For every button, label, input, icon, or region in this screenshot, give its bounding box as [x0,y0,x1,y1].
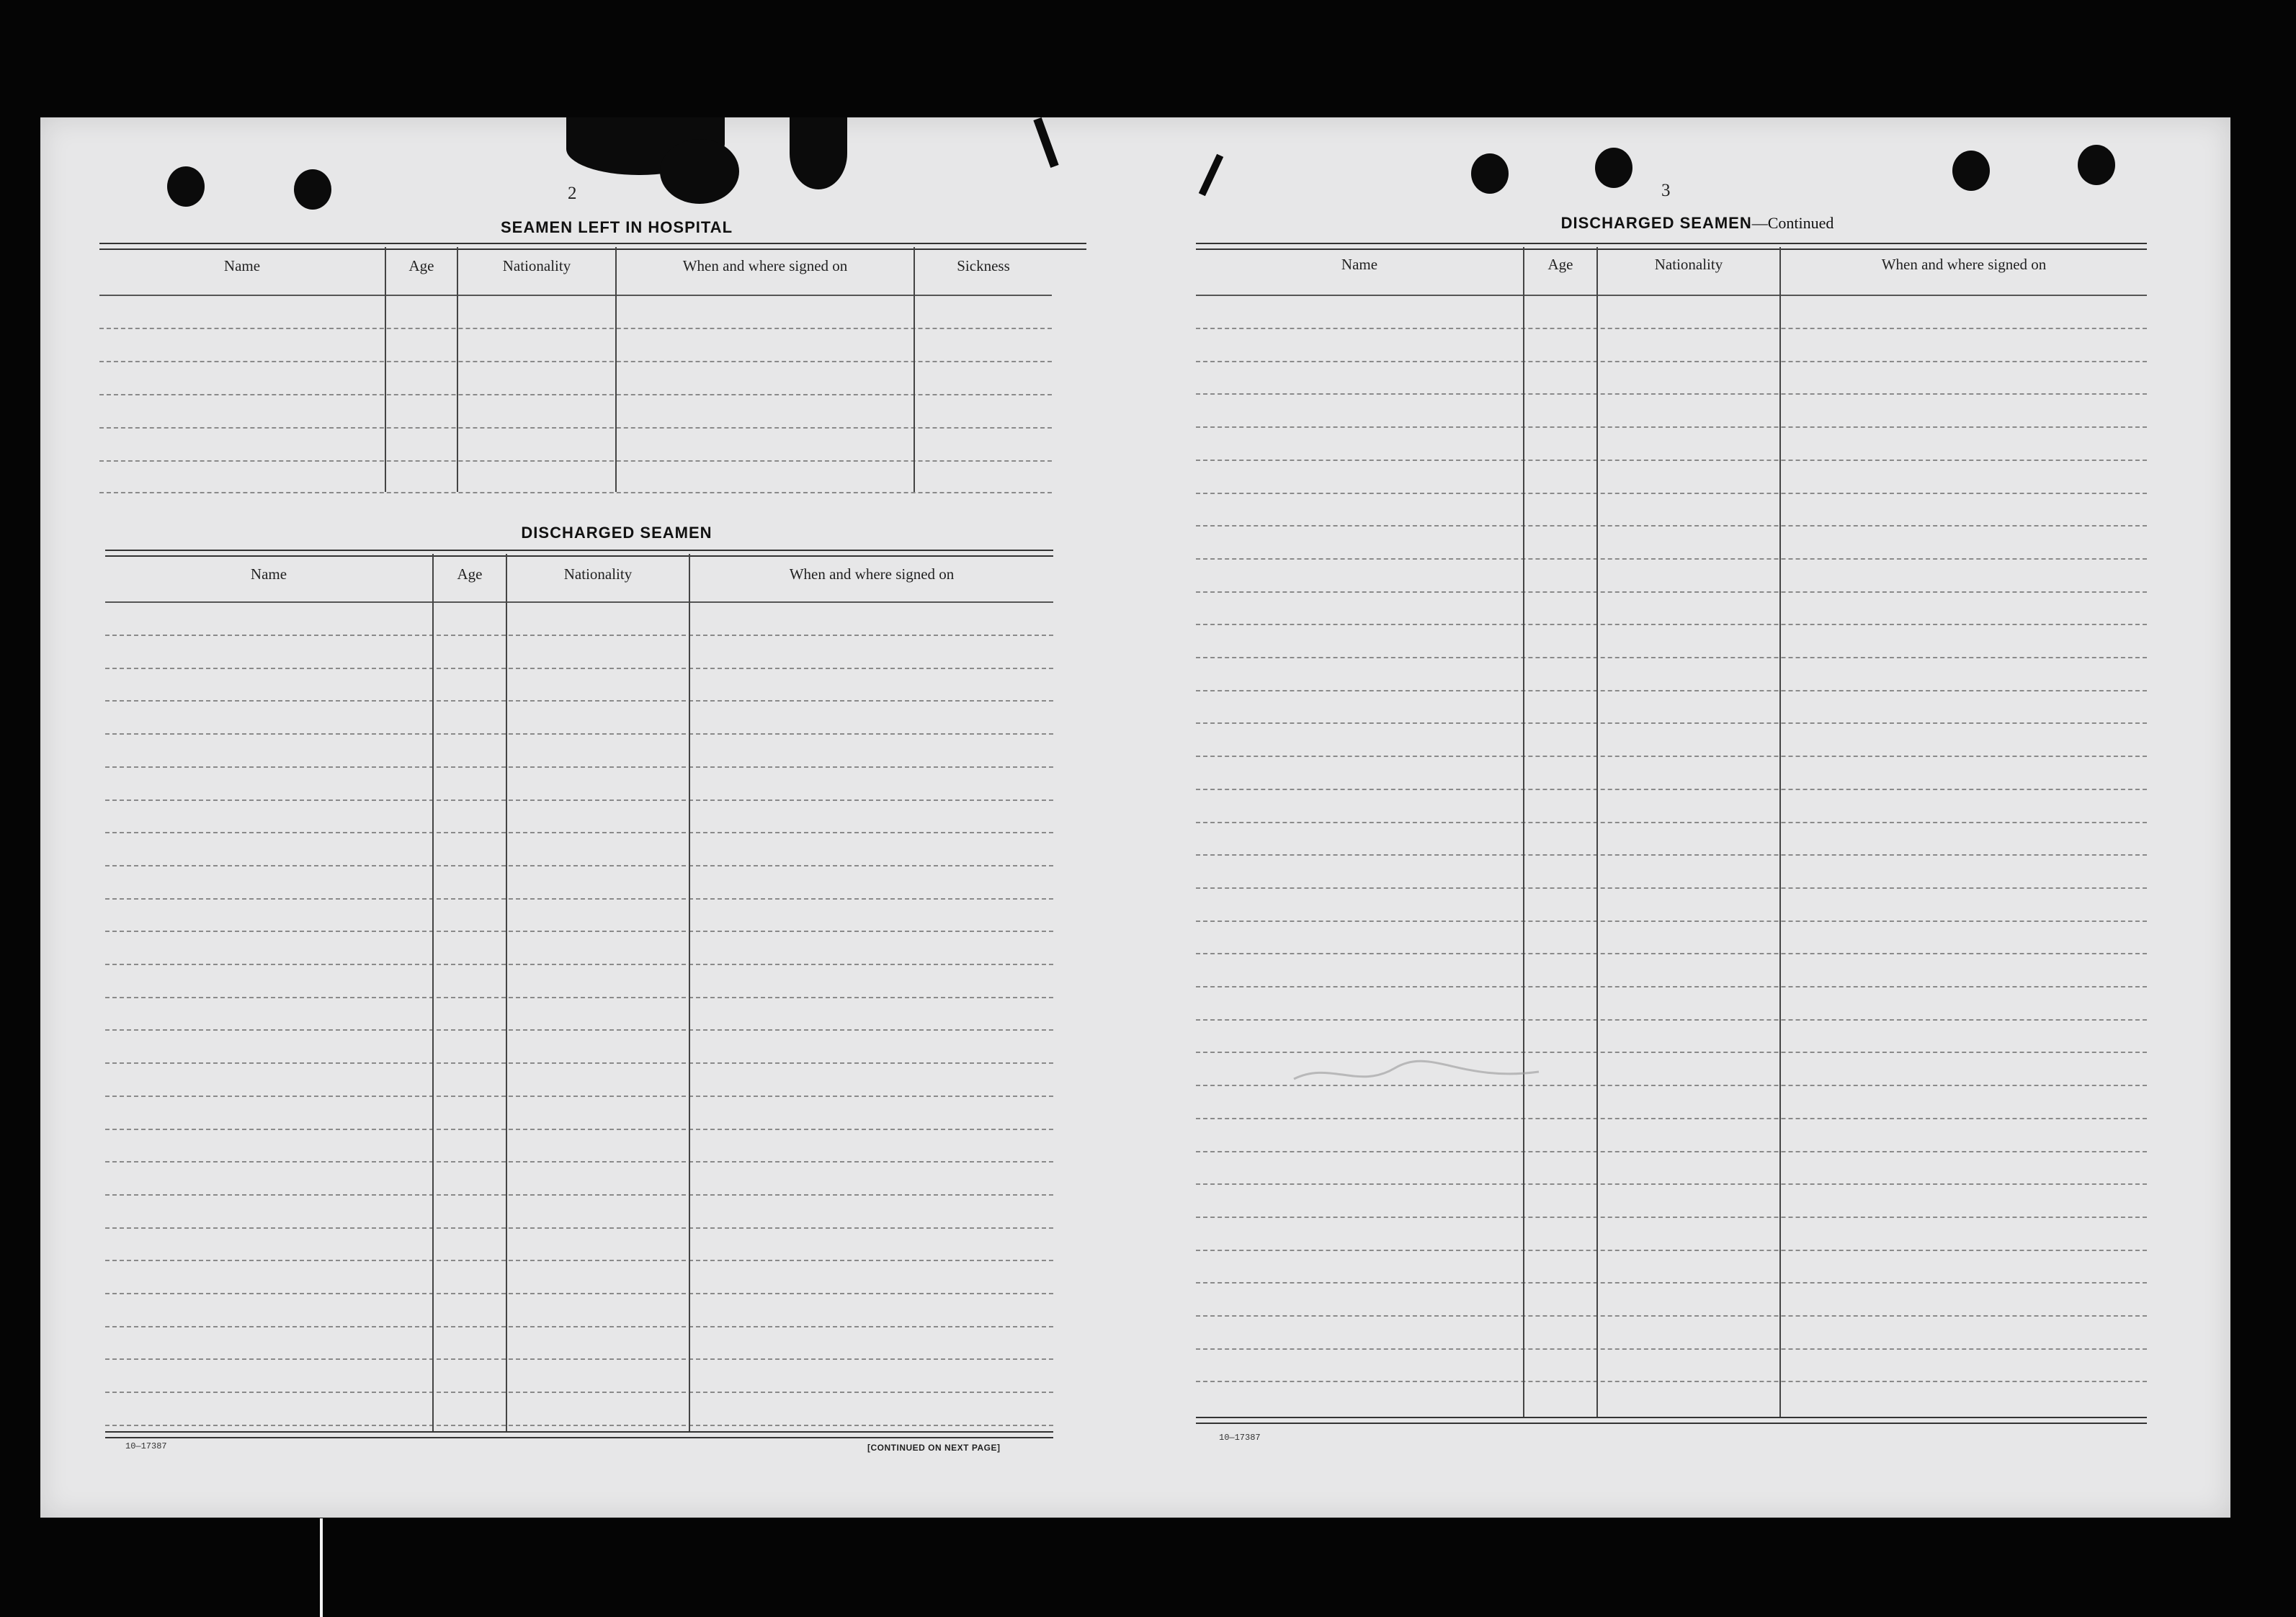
row-line [105,1227,1053,1229]
table-bottom-rule [1196,1417,2147,1424]
row-line [105,1326,1053,1327]
table-top-rule [105,550,1053,557]
row-line [1196,722,2147,724]
row-line [1196,558,2147,560]
row-line [105,1062,1053,1064]
column-header-name: Name [250,565,287,583]
row-line [1196,690,2147,691]
column-header-signed-on: When and where signed on [682,257,848,274]
row-line [105,1293,1053,1294]
page-number-left: 2 [568,184,577,203]
row-line [105,1425,1053,1426]
header-rule [1196,295,2147,296]
row-line [99,394,1052,395]
column-header-age: Age [457,565,483,583]
row-line [1196,1250,2147,1251]
row-line [1196,854,2147,856]
row-line [1196,426,2147,428]
row-line [99,427,1052,429]
row-line [1196,460,2147,461]
row-line [1196,822,2147,823]
row-line [105,1358,1053,1360]
manifest-page-spread [40,117,2230,1518]
section-title-text: DISCHARGED SEAMEN [1560,214,1752,232]
punch-hole [1471,153,1509,194]
scan-artifact [320,1518,323,1617]
ink-blot [1199,154,1223,197]
row-line [1196,1381,2147,1382]
row-line [105,1260,1053,1261]
column-divider [615,247,617,492]
punch-hole [2078,145,2115,185]
page-number-right: 3 [1661,181,1671,200]
row-line [1196,525,2147,527]
column-header-nationality: Nationality [1654,256,1723,273]
row-line [99,492,1052,493]
column-divider [914,247,915,492]
discharged-table-left [105,550,1053,1443]
row-line [105,898,1053,900]
row-line [1196,1183,2147,1185]
column-divider [689,554,690,1431]
column-header-signed-on: When and where signed on [1881,256,2047,273]
column-divider [506,554,507,1431]
section-title-suffix: —Continued [1751,214,1834,232]
punch-hole [167,166,205,207]
section-title-discharged-continued [1236,214,2158,233]
row-line [105,865,1053,866]
column-header-name: Name [223,257,261,274]
column-divider [457,247,458,492]
bleed-through-signature [1287,1047,1546,1097]
row-line [99,361,1052,362]
row-line [105,1029,1053,1031]
row-line [105,1392,1053,1393]
column-header-age: Age [408,257,434,274]
discharged-table-right [1196,243,2147,1467]
table-bottom-rule [105,1431,1053,1438]
row-line [1196,1019,2147,1021]
row-line [105,997,1053,998]
row-line [105,832,1053,833]
punch-hole [1595,148,1632,188]
row-line [105,1194,1053,1196]
row-line [1196,756,2147,757]
row-line [105,1129,1053,1130]
ink-blot [660,139,739,204]
row-line [105,635,1053,636]
row-line [1196,624,2147,625]
column-divider [1779,247,1781,1417]
row-line [1196,1118,2147,1119]
punch-hole [1952,151,1990,191]
continued-note: [CONTINUED ON NEXT PAGE] [867,1443,1001,1453]
section-title-discharged: DISCHARGED SEAMEN [521,524,713,542]
column-divider [432,554,434,1431]
row-line [105,668,1053,669]
row-line [1196,953,2147,954]
row-line [1196,393,2147,395]
row-line [1196,493,2147,494]
column-header-age: Age [1547,256,1573,273]
form-code-left: 10—17387 [125,1441,167,1451]
table-top-rule [99,243,1086,250]
column-header-signed-on: When and where signed on [789,565,955,583]
row-line [105,700,1053,702]
row-line [1196,921,2147,922]
column-header-name: Name [1341,256,1378,273]
table-top-rule [1196,243,2147,250]
column-divider [385,247,386,492]
row-line [1196,789,2147,790]
column-header-sickness: Sickness [957,257,1010,274]
column-divider [1523,247,1524,1417]
row-line [99,460,1052,462]
row-line [105,766,1053,768]
ink-blot [1033,117,1058,168]
row-line [1196,1348,2147,1350]
row-line [105,1096,1053,1097]
form-code-right: 10—17387 [1219,1433,1261,1443]
header-rule [105,601,1053,603]
row-line [1196,591,2147,593]
row-line [105,964,1053,965]
row-line [1196,328,2147,329]
punch-hole [294,169,331,210]
row-line [1196,1282,2147,1284]
row-line [1196,361,2147,362]
row-line [1196,1151,2147,1152]
row-line [1196,1315,2147,1317]
header-rule [99,295,1052,296]
row-line [99,328,1052,329]
row-line [105,733,1053,735]
row-line [1196,657,2147,658]
row-line [105,931,1053,932]
row-line [105,799,1053,801]
row-line [105,1161,1053,1163]
row-line [1196,887,2147,889]
section-title-hospital: SEAMEN LEFT IN HOSPITAL [500,218,733,236]
column-divider [1596,247,1598,1417]
ink-blot [790,117,847,189]
row-line [1196,986,2147,987]
column-header-nationality: Nationality [502,257,571,274]
row-line [1196,1217,2147,1218]
column-header-nationality: Nationality [563,565,633,583]
